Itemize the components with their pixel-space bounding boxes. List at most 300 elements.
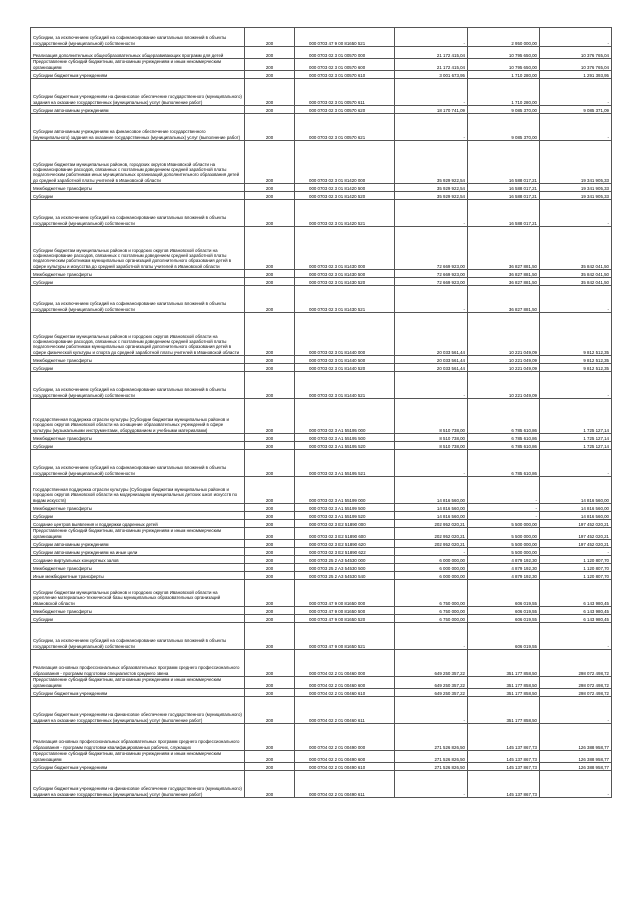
row-approved-amount: 271 526 826,50: [395, 724, 468, 751]
table-row: [31, 771, 612, 798]
row-executed-amount: 1 710 280,00: [468, 71, 540, 79]
row-executed-amount: 9 085 370,00: [468, 106, 540, 114]
row-name: Предоставление субсидий бюджетным, автономным учреждениям и иным некоммерческим организациям: [31, 528, 245, 540]
row-approved-amount: 72 669 923,00: [395, 270, 468, 278]
row-classification: 000 0703 25 2 A3 54530 540: [295, 572, 395, 580]
row-remaining-amount: 126 388 958,77: [540, 751, 612, 763]
row-classification: 000 0703 02 3 01 81440 520: [295, 364, 395, 372]
row-classification: 000 0703 25 2 A3 54530 000: [295, 556, 395, 564]
row-remaining-amount: -: [540, 548, 612, 556]
row-name: Субсидии: [31, 615, 245, 623]
row-approved-amount: 72 669 923,00: [395, 227, 468, 270]
row-approved-amount: 271 526 826,50: [395, 751, 468, 763]
row-executed-amount: 6 785 610,86: [468, 399, 540, 434]
row-executed-amount: 16 588 017,21: [468, 141, 540, 184]
row-name: Субсидии, за исключением субсидий на софинансирование капитальных вложений в объекты государственной (муниципальной) собственности: [31, 450, 245, 477]
row-executed-amount: -: [468, 504, 540, 512]
table-row: [31, 141, 612, 184]
row-approved-amount: 21 172 415,04: [395, 47, 468, 59]
row-code: 200: [245, 623, 295, 650]
row-executed-amount: 606 019,55: [468, 607, 540, 615]
row-code: 200: [245, 615, 295, 623]
row-remaining-amount: 298 072 498,72: [540, 677, 612, 689]
row-approved-amount: 6 750 000,00: [395, 580, 468, 607]
row-name: Государственная поддержка отрасли культуры (Субсидии бюджетам муниципальных районов и городских округов Ивановской области на оснащение образовательных учреждений в сфере культуры (музыкальными инструментами, оборудованием и учебными материалами): [31, 399, 245, 434]
row-classification: 000 0704 02 2 01 00490 000: [295, 724, 395, 751]
row-executed-amount: 6 785 610,86: [468, 442, 540, 450]
row-executed-amount: 2 950 000,00: [468, 28, 540, 47]
row-remaining-amount: 9 812 512,35: [540, 364, 612, 372]
table-row: [31, 572, 612, 580]
row-approved-amount: 14 816 560,00: [395, 504, 468, 512]
row-name: Межбюджетные трансферты: [31, 564, 245, 572]
row-executed-amount: 5 500 000,00: [468, 528, 540, 540]
row-code: 200: [245, 771, 295, 798]
row-executed-amount: 5 500 000,00: [468, 548, 540, 556]
row-code: 200: [245, 28, 295, 47]
row-executed-amount: 145 137 867,73: [468, 763, 540, 771]
table-row: [31, 364, 612, 372]
row-code: 200: [245, 540, 295, 548]
table-row: [31, 540, 612, 548]
table-row: [31, 434, 612, 442]
row-approved-amount: 14 816 560,00: [395, 477, 468, 504]
table-row: [31, 227, 612, 270]
row-remaining-amount: -: [540, 450, 612, 477]
row-executed-amount: 351 177 858,50: [468, 689, 540, 697]
row-approved-amount: 3 001 673,95: [395, 71, 468, 79]
row-code: 200: [245, 141, 295, 184]
row-remaining-amount: 6 143 980,45: [540, 580, 612, 607]
row-classification: 000 0703 02 3 01 00570 620: [295, 106, 395, 114]
table-row: [31, 286, 612, 313]
table-row: [31, 200, 612, 227]
row-approved-amount: 649 250 357,22: [395, 677, 468, 689]
row-executed-amount: 10 221 049,09: [468, 313, 540, 356]
row-executed-amount: 4 879 192,30: [468, 572, 540, 580]
row-code: 200: [245, 689, 295, 697]
row-approved-amount: 20 033 561,44: [395, 313, 468, 356]
row-executed-amount: 351 177 858,50: [468, 677, 540, 689]
row-approved-amount: 8 510 738,00: [395, 442, 468, 450]
row-remaining-amount: -: [540, 28, 612, 47]
row-approved-amount: 6 750 000,00: [395, 615, 468, 623]
row-executed-amount: 36 827 881,50: [468, 227, 540, 270]
table-row: [31, 28, 612, 47]
row-approved-amount: 202 952 020,21: [395, 540, 468, 548]
row-name: Субсидии, за исключением субсидий на софинансирование капитальных вложений в объекты государственной (муниципальной) собственности: [31, 623, 245, 650]
row-remaining-amount: -: [540, 286, 612, 313]
row-remaining-amount: 10 376 765,04: [540, 59, 612, 71]
row-name: Реализация основных профессиональных образовательных программ среднего профессионального образования - программ подготовки квалифицированных рабочих, служащих: [31, 724, 245, 751]
row-name: Предоставление субсидий бюджетным, автономным учреждениям и иным некоммерческим организациям: [31, 677, 245, 689]
row-classification: 000 0703 02 3 A1 55195 520: [295, 442, 395, 450]
row-approved-amount: -: [395, 771, 468, 798]
table-row: [31, 677, 612, 689]
row-approved-amount: 271 526 826,50: [395, 763, 468, 771]
row-approved-amount: 35 929 922,54: [395, 184, 468, 192]
row-name: Межбюджетные трансферты: [31, 184, 245, 192]
row-name: Субсидии, за исключением субсидий на софинансирование капитальных вложений в объекты государственной (муниципальной) собственности: [31, 28, 245, 47]
row-classification: 000 0703 02 3 E2 51890 622: [295, 548, 395, 556]
row-name: Межбюджетные трансферты: [31, 270, 245, 278]
row-code: 200: [245, 556, 295, 564]
row-executed-amount: 606 019,55: [468, 615, 540, 623]
row-approved-amount: 8 510 738,00: [395, 434, 468, 442]
row-classification: 000 0703 02 3 01 00570 000: [295, 47, 395, 59]
row-code: 200: [245, 607, 295, 615]
table-row: [31, 724, 612, 751]
row-classification: 000 0703 02 3 01 81420 521: [295, 200, 395, 227]
row-executed-amount: 36 827 881,50: [468, 270, 540, 278]
table-row: [31, 689, 612, 697]
row-remaining-amount: 10 376 765,04: [540, 47, 612, 59]
table-row: [31, 548, 612, 556]
table-row: [31, 450, 612, 477]
row-executed-amount: 36 827 881,50: [468, 286, 540, 313]
row-code: 200: [245, 399, 295, 434]
row-name: Реализация основных профессиональных образовательных программ среднего профессионального образования - программ подготовки специалистов среднего звена: [31, 650, 245, 677]
row-classification: 000 0703 47 9 00 81650 000: [295, 580, 395, 607]
row-remaining-amount: -: [540, 623, 612, 650]
row-name: Субсидии автономным учреждениям на финансовое обеспечение государственного (муниципального) задания на оказание государственных (муниципальных) услуг (выполнение работ): [31, 114, 245, 141]
row-classification: 000 0703 02 3 A1 55195 521: [295, 450, 395, 477]
row-remaining-amount: -: [540, 771, 612, 798]
row-approved-amount: -: [395, 200, 468, 227]
row-remaining-amount: 9 812 512,35: [540, 356, 612, 364]
row-remaining-amount: 6 143 980,45: [540, 607, 612, 615]
table-row: [31, 528, 612, 540]
row-remaining-amount: -: [540, 372, 612, 399]
row-name: Межбюджетные трансферты: [31, 356, 245, 364]
row-remaining-amount: 35 842 041,50: [540, 270, 612, 278]
table-row: [31, 79, 612, 106]
row-code: 200: [245, 572, 295, 580]
row-name: Создание центров выявления и поддержки одаренных детей: [31, 520, 245, 528]
table-row: [31, 270, 612, 278]
row-name: Государственная поддержка отрасли культуры (Субсидии бюджетам муниципальных районов и городских округов Ивановской области на модернизацию муниципальных детских школ искусств по видам искусств): [31, 477, 245, 504]
row-code: 200: [245, 751, 295, 763]
row-executed-amount: 10 221 049,09: [468, 364, 540, 372]
row-name: Предоставление субсидий бюджетным, автономным учреждениям и иным некоммерческим организациям: [31, 751, 245, 763]
row-classification: 000 0704 02 2 01 00460 611: [295, 697, 395, 724]
row-code: 200: [245, 313, 295, 356]
table-row: [31, 623, 612, 650]
row-name: Субсидии бюджетным учреждениям: [31, 689, 245, 697]
row-name: Субсидии бюджетным учреждениям на финансовое обеспечение государственного (муниципального) задания на оказание государственных (муниципальных) услуг (выполнение работ): [31, 771, 245, 798]
row-name: Субсидии автономным учреждениям на иные цели: [31, 548, 245, 556]
row-approved-amount: 35 929 922,54: [395, 141, 468, 184]
row-executed-amount: 606 019,55: [468, 623, 540, 650]
row-classification: 000 0703 25 2 A3 54530 500: [295, 564, 395, 572]
table-row: [31, 192, 612, 200]
row-name: Предоставление субсидий бюджетным, автономным учреждениям и иным некоммерческим организациям: [31, 59, 245, 71]
row-classification: 000 0703 02 3 01 81430 520: [295, 278, 395, 286]
row-name: Межбюджетные трансферты: [31, 607, 245, 615]
row-classification: 000 0704 02 2 01 00490 611: [295, 771, 395, 798]
row-remaining-amount: 14 816 560,00: [540, 504, 612, 512]
row-name: Межбюджетные трансферты: [31, 434, 245, 442]
row-remaining-amount: 197 452 020,21: [540, 540, 612, 548]
row-remaining-amount: 19 341 905,33: [540, 192, 612, 200]
row-remaining-amount: 126 388 958,77: [540, 763, 612, 771]
row-classification: 000 0703 02 3 01 00570 610: [295, 71, 395, 79]
row-approved-amount: 20 033 561,44: [395, 364, 468, 372]
row-classification: 000 0703 02 3 01 81420 520: [295, 192, 395, 200]
row-executed-amount: 10 795 650,00: [468, 47, 540, 59]
row-remaining-amount: 1 291 393,95: [540, 71, 612, 79]
table-row: [31, 399, 612, 434]
row-executed-amount: 5 500 000,00: [468, 540, 540, 548]
row-code: 200: [245, 364, 295, 372]
row-code: 200: [245, 697, 295, 724]
row-classification: 000 0703 02 3 01 81440 000: [295, 313, 395, 356]
row-approved-amount: 6 000 000,00: [395, 564, 468, 572]
row-executed-amount: 16 588 017,21: [468, 192, 540, 200]
row-name: Субсидии, за исключением субсидий на софинансирование капитальных вложений в объекты государственной (муниципальной) собственности: [31, 200, 245, 227]
row-approved-amount: 14 816 560,00: [395, 512, 468, 520]
row-code: 200: [245, 434, 295, 442]
row-approved-amount: 6 750 000,00: [395, 607, 468, 615]
row-classification: 000 0703 02 3 A1 55199 520: [295, 512, 395, 520]
row-classification: 000 0703 47 9 00 81650 521: [295, 28, 395, 47]
row-code: 200: [245, 79, 295, 106]
table-row: [31, 477, 612, 504]
row-remaining-amount: 298 072 498,72: [540, 689, 612, 697]
row-approved-amount: -: [395, 372, 468, 399]
row-name: Субсидии: [31, 278, 245, 286]
row-executed-amount: 1 710 280,00: [468, 79, 540, 106]
row-code: 200: [245, 47, 295, 59]
row-name: Субсидии, за исключением субсидий на софинансирование капитальных вложений в объекты государственной (муниципальной) собственности: [31, 286, 245, 313]
row-name: Субсидии бюджетным учреждениям на финансовое обеспечение государственного (муниципального) задания на оказание государственных (муниципальных) услуг (выполнение работ): [31, 79, 245, 106]
table-row: [31, 520, 612, 528]
row-code: 200: [245, 114, 295, 141]
row-code: 200: [245, 184, 295, 192]
row-remaining-amount: 1 725 127,14: [540, 442, 612, 450]
row-name: Субсидии бюджетам муниципальных районов, городских округов Ивановской области на софинансирование расходов, связанных с поэтапным доведением средней заработной платы педагогическим работникам иных муниципальных организаций дополнительного образования детей до средней заработной платы учителей в Ивановской области: [31, 141, 245, 184]
row-classification: 000 0703 47 9 00 81650 521: [295, 623, 395, 650]
row-approved-amount: 649 250 357,22: [395, 689, 468, 697]
row-approved-amount: 202 952 020,21: [395, 528, 468, 540]
row-remaining-amount: 126 388 958,77: [540, 724, 612, 751]
table-row: [31, 442, 612, 450]
row-classification: 000 0704 02 2 01 00490 600: [295, 751, 395, 763]
row-classification: 000 0703 47 9 00 81650 500: [295, 607, 395, 615]
row-approved-amount: -: [395, 623, 468, 650]
row-approved-amount: 20 033 561,44: [395, 356, 468, 364]
row-classification: 000 0703 02 3 01 81440 521: [295, 372, 395, 399]
row-classification: 000 0703 02 3 01 00570 621: [295, 114, 395, 141]
row-code: 200: [245, 724, 295, 751]
row-remaining-amount: 1 120 807,70: [540, 556, 612, 564]
table-row: [31, 556, 612, 564]
row-code: 200: [245, 286, 295, 313]
row-classification: 000 0703 02 3 01 81430 000: [295, 227, 395, 270]
row-code: 200: [245, 504, 295, 512]
row-code: 200: [245, 512, 295, 520]
row-classification: 000 0703 02 3 01 81430 521: [295, 286, 395, 313]
table-row: [31, 106, 612, 114]
row-remaining-amount: 1 120 807,70: [540, 564, 612, 572]
table-row: [31, 313, 612, 356]
row-code: 200: [245, 200, 295, 227]
row-executed-amount: 16 588 017,21: [468, 200, 540, 227]
row-code: 200: [245, 650, 295, 677]
row-approved-amount: 8 510 738,00: [395, 399, 468, 434]
row-remaining-amount: 1 725 127,14: [540, 434, 612, 442]
row-remaining-amount: 19 341 905,33: [540, 184, 612, 192]
row-name: Субсидии автономным учреждениям: [31, 540, 245, 548]
row-approved-amount: 649 250 357,22: [395, 650, 468, 677]
row-approved-amount: 6 000 000,00: [395, 572, 468, 580]
row-name: Субсидии: [31, 442, 245, 450]
row-approved-amount: 21 172 415,04: [395, 59, 468, 71]
table-row: [31, 580, 612, 607]
row-classification: 000 0703 02 3 01 00570 600: [295, 59, 395, 71]
row-executed-amount: 9 085 370,00: [468, 114, 540, 141]
row-classification: 000 0704 02 2 01 00460 600: [295, 677, 395, 689]
row-code: 200: [245, 356, 295, 364]
row-remaining-amount: -: [540, 79, 612, 106]
row-executed-amount: 10 221 049,09: [468, 372, 540, 399]
row-remaining-amount: 1 120 807,70: [540, 572, 612, 580]
row-remaining-amount: -: [540, 200, 612, 227]
row-approved-amount: -: [395, 697, 468, 724]
table-row: [31, 607, 612, 615]
row-code: 200: [245, 548, 295, 556]
row-classification: 000 0703 47 9 00 81650 520: [295, 615, 395, 623]
row-classification: 000 0704 02 2 01 00490 610: [295, 763, 395, 771]
row-code: 200: [245, 564, 295, 572]
row-executed-amount: 4 879 192,30: [468, 564, 540, 572]
table-row: [31, 114, 612, 141]
row-name: Субсидии автономным учреждениям: [31, 106, 245, 114]
row-executed-amount: 36 827 881,50: [468, 278, 540, 286]
row-code: 200: [245, 71, 295, 79]
row-name: Создание виртуальных концертных залов: [31, 556, 245, 564]
row-executed-amount: -: [468, 512, 540, 520]
row-executed-amount: 351 177 858,50: [468, 697, 540, 724]
row-approved-amount: -: [395, 548, 468, 556]
row-classification: 000 0704 02 2 01 00460 000: [295, 650, 395, 677]
row-executed-amount: 145 137 867,73: [468, 771, 540, 798]
row-executed-amount: 10 221 049,09: [468, 356, 540, 364]
row-executed-amount: 6 785 610,86: [468, 450, 540, 477]
row-remaining-amount: 197 452 020,21: [540, 528, 612, 540]
table-row: [31, 763, 612, 771]
row-name: Субсидии, за исключением субсидий на софинансирование капитальных вложений в объекты государственной (муниципальной) собственности: [31, 372, 245, 399]
table-row: [31, 47, 612, 59]
table-row: [31, 504, 612, 512]
table-row: [31, 697, 612, 724]
row-code: 200: [245, 227, 295, 270]
row-classification: 000 0703 02 3 E2 51890 600: [295, 528, 395, 540]
row-classification: 000 0703 02 3 01 81420 500: [295, 184, 395, 192]
row-name: Субсидии бюджетам муниципальных районов и городских округов Ивановской области на укрепление материально-технической базы муниципальных образовательных организаций Ивановской области: [31, 580, 245, 607]
row-classification: 000 0703 02 3 E2 51890 620: [295, 540, 395, 548]
row-executed-amount: 145 137 867,73: [468, 724, 540, 751]
row-classification: 000 0703 02 3 A1 55195 000: [295, 399, 395, 434]
row-executed-amount: 351 177 858,50: [468, 650, 540, 677]
row-name: Субсидии бюджетам муниципальных районов и городских округов Ивановской области на софинансирование расходов, связанных с поэтапным доведением средней заработной платы педагогическим работникам муниципальных организаций дополнительного образования детей в сфере физической культуры и спорта до средней заработной платы учителей в Ивановской области: [31, 313, 245, 356]
table-row: [31, 372, 612, 399]
table-row: [31, 615, 612, 623]
row-code: 200: [245, 59, 295, 71]
row-remaining-amount: 14 816 560,00: [540, 477, 612, 504]
table-row: [31, 564, 612, 572]
row-code: 200: [245, 278, 295, 286]
row-remaining-amount: 19 341 905,33: [540, 141, 612, 184]
row-name: Иные межбюджетные трансферты: [31, 572, 245, 580]
row-name: Межбюджетные трансферты: [31, 504, 245, 512]
row-name: Субсидии бюджетам муниципальных районов и городских округов Ивановской области на софинансирование расходов, связанных с поэтапным доведением средней заработной платы педагогическим работникам муниципальных организаций дополнительного образования детей в сфере культуры и искусства до средней заработной платы учителей в Ивановской области: [31, 227, 245, 270]
row-code: 200: [245, 520, 295, 528]
row-remaining-amount: 9 812 512,35: [540, 313, 612, 356]
row-remaining-amount: -: [540, 114, 612, 141]
row-name: Субсидии бюджетным учреждениям: [31, 71, 245, 79]
row-executed-amount: 10 795 650,00: [468, 59, 540, 71]
row-code: 200: [245, 477, 295, 504]
row-executed-amount: 606 019,55: [468, 580, 540, 607]
row-code: 200: [245, 372, 295, 399]
table-body: [31, 28, 612, 798]
row-name: Субсидии бюджетным учреждениям на финансовое обеспечение государственного (муниципального) задания на оказание государственных (муниципальных) услуг (выполнение работ): [31, 697, 245, 724]
row-executed-amount: 6 785 610,86: [468, 434, 540, 442]
row-classification: 000 0703 02 3 01 81430 500: [295, 270, 395, 278]
row-classification: 000 0703 02 3 01 81440 500: [295, 356, 395, 364]
row-executed-amount: 4 879 192,30: [468, 556, 540, 564]
row-code: 200: [245, 677, 295, 689]
row-classification: 000 0703 02 3 A1 55199 500: [295, 504, 395, 512]
row-remaining-amount: 197 452 020,21: [540, 520, 612, 528]
row-approved-amount: -: [395, 79, 468, 106]
table-row: [31, 184, 612, 192]
table-row: [31, 650, 612, 677]
row-classification: 000 0704 02 2 01 00460 610: [295, 689, 395, 697]
row-name: Субсидии: [31, 192, 245, 200]
row-approved-amount: -: [395, 286, 468, 313]
budget-table: [30, 27, 612, 798]
row-name: Реализация дополнительных общеобразовательных общеразвивающих программ для детей: [31, 47, 245, 59]
row-classification: 000 0703 02 3 01 00570 611: [295, 79, 395, 106]
table-row: [31, 356, 612, 364]
row-code: 200: [245, 442, 295, 450]
row-remaining-amount: 6 143 980,45: [540, 615, 612, 623]
row-approved-amount: -: [395, 114, 468, 141]
row-code: 200: [245, 580, 295, 607]
table-row: [31, 59, 612, 71]
row-remaining-amount: 298 072 498,72: [540, 650, 612, 677]
row-code: 200: [245, 192, 295, 200]
row-code: 200: [245, 528, 295, 540]
row-remaining-amount: 9 085 371,09: [540, 106, 612, 114]
row-approved-amount: 72 669 923,00: [395, 278, 468, 286]
row-name: Субсидии: [31, 364, 245, 372]
row-classification: 000 0703 02 3 E2 51890 000: [295, 520, 395, 528]
table-row: [31, 278, 612, 286]
row-approved-amount: 6 000 000,00: [395, 556, 468, 564]
row-name: Субсидии бюджетным учреждениям: [31, 763, 245, 771]
row-remaining-amount: -: [540, 697, 612, 724]
row-code: 200: [245, 450, 295, 477]
row-code: 200: [245, 763, 295, 771]
row-classification: 000 0703 02 3 A1 55199 000: [295, 477, 395, 504]
row-name: Субсидии: [31, 512, 245, 520]
row-executed-amount: 16 588 017,21: [468, 184, 540, 192]
row-approved-amount: -: [395, 450, 468, 477]
table-row: [31, 71, 612, 79]
